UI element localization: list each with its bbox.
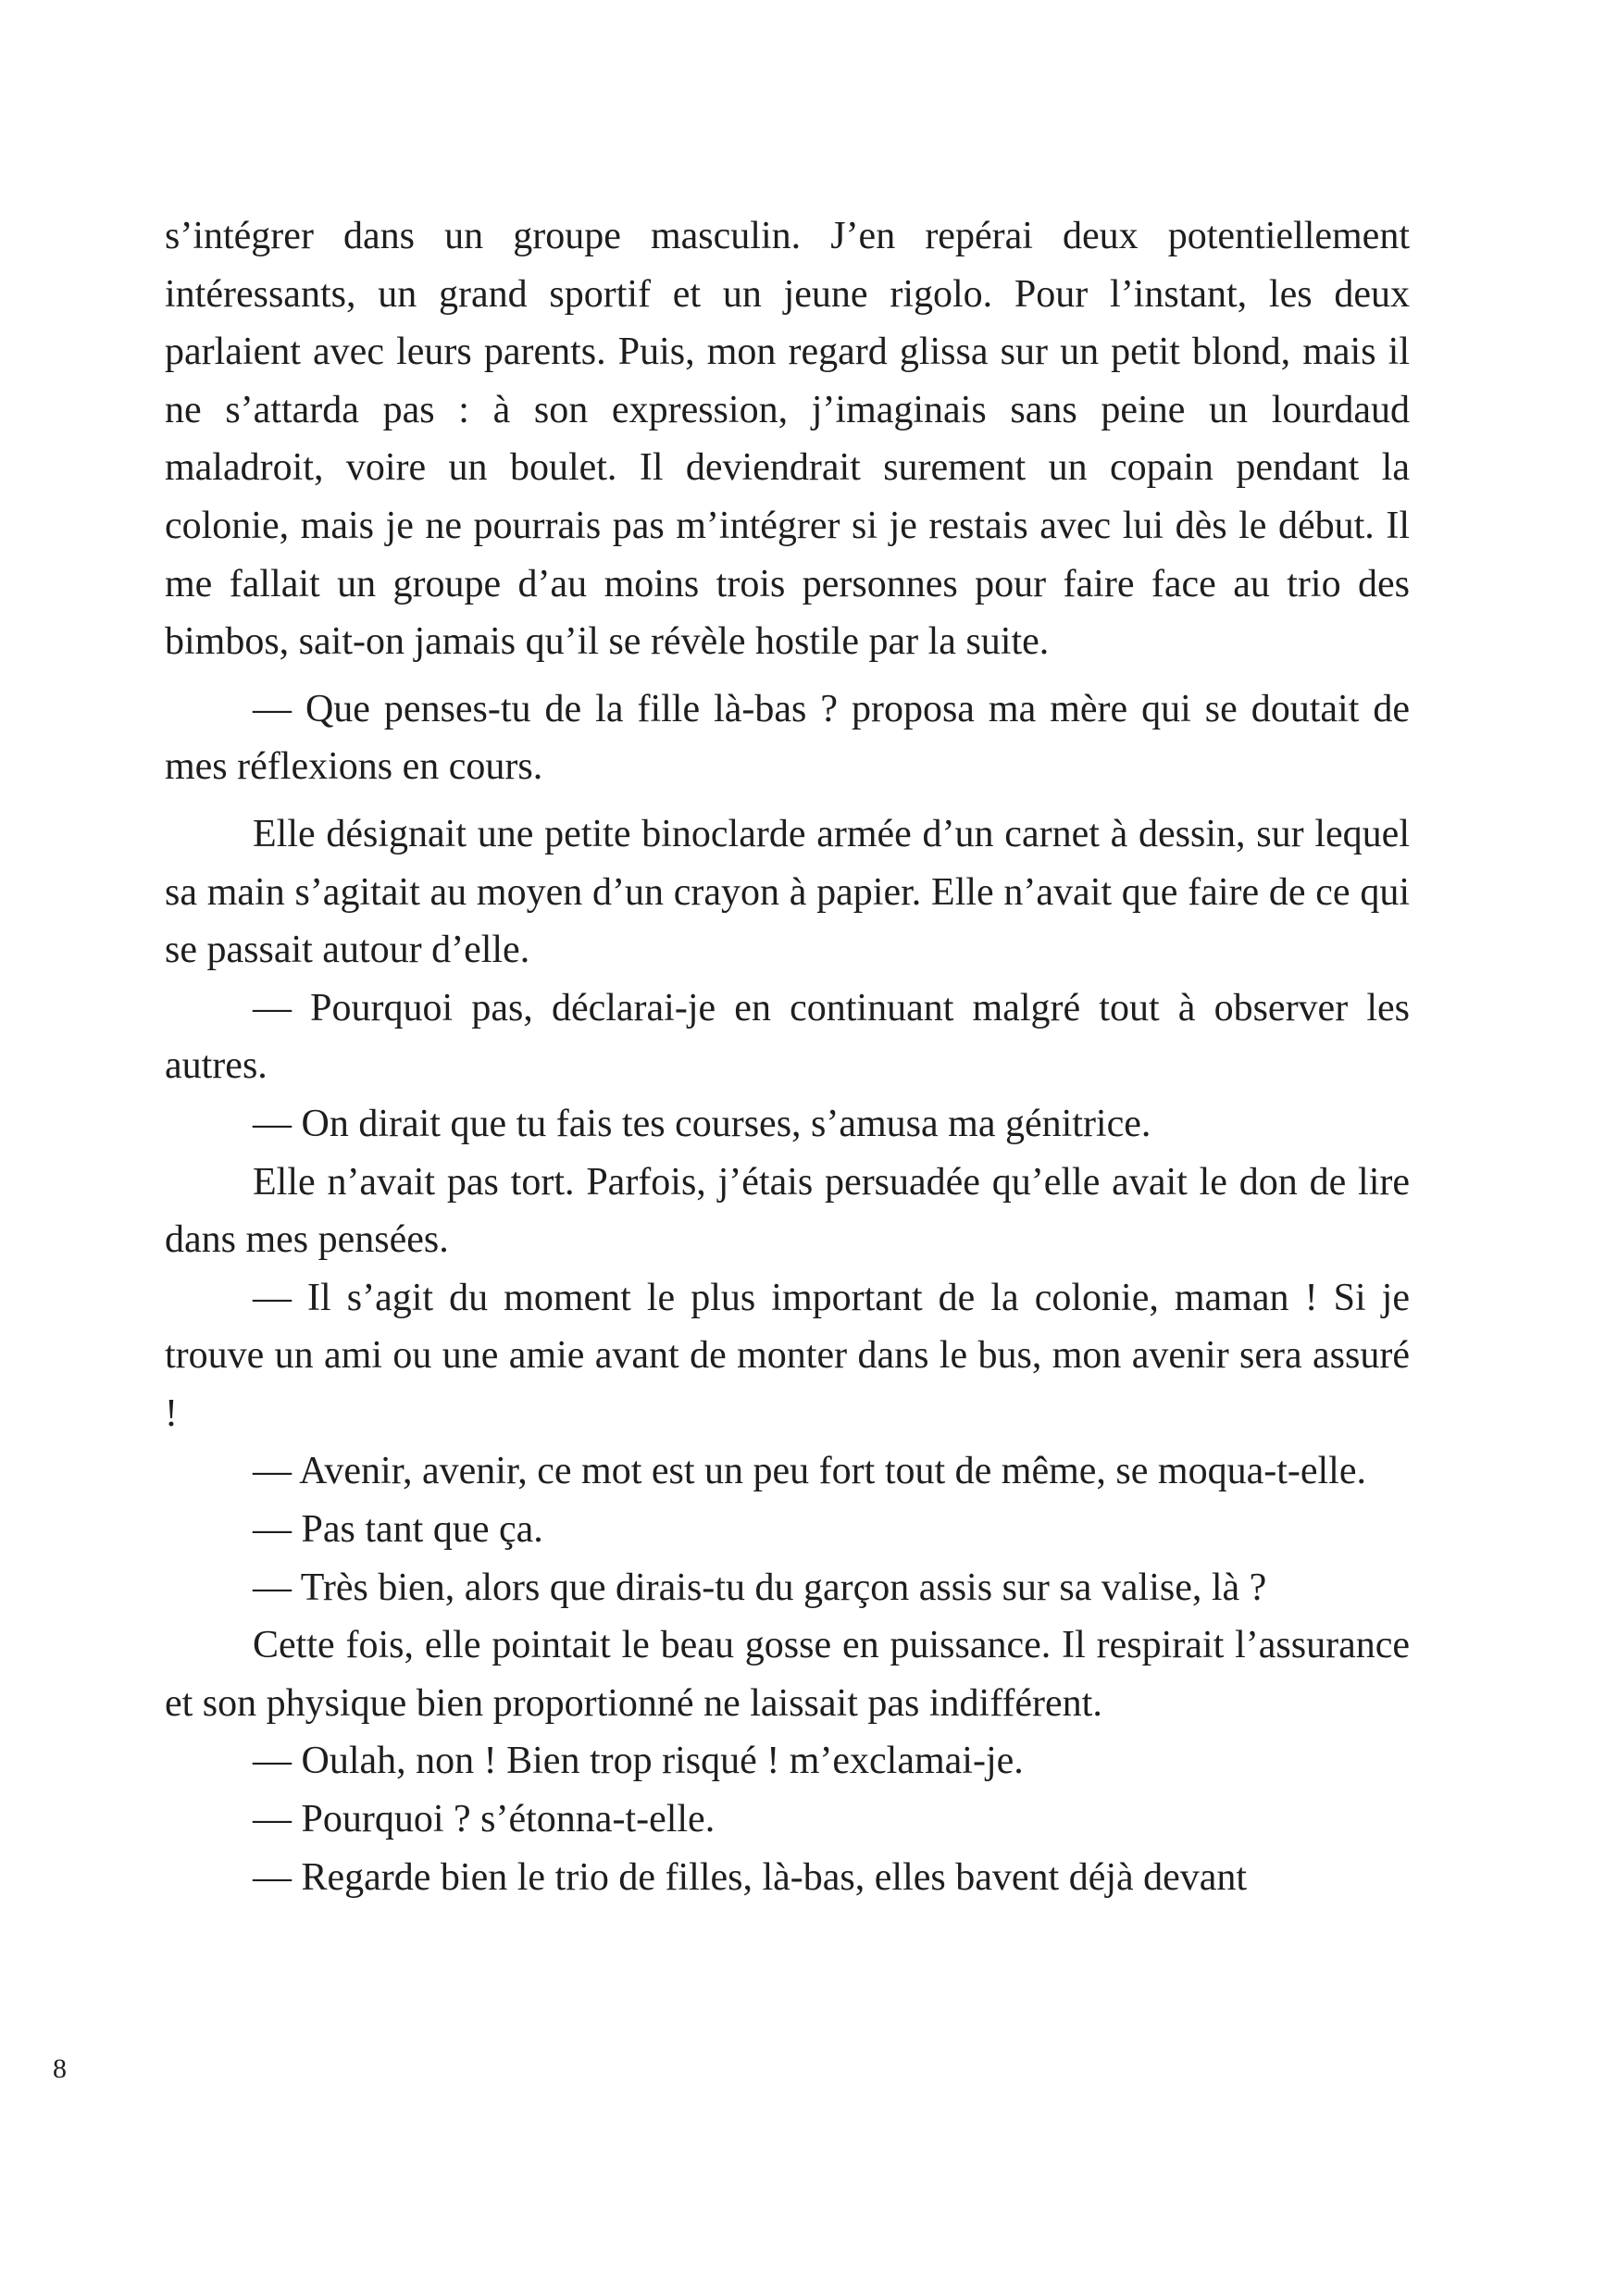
dialogue-line: — Pourquoi ? s’étonna-t-elle. (253, 1798, 716, 1841)
dialogue-line: — Pas tant que ça. (253, 1508, 543, 1552)
dialogue-line: — Regarde bien le trio de filles, là-bas, elles bavent déjà devant (253, 1855, 1248, 1899)
body-text (165, 207, 1410, 1906)
dialogue-line: — Que penses-tu de la fille là-bas ? proposa ma mère qui se doutait de mes réflexions en cours. (165, 687, 1410, 789)
paragraph: s’intégrer dans un groupe masculin. J’en repérai deux potentiellement intéressants, un grand sportif et un jeune rigolo. Pour l’instant, les deux parlaient avec leurs parents. Puis, mon regard glissa sur un petit blond, mais il ne s’attarda pas : à son expression, j’imaginais sans peine un lourdaud maladroit, voire un boulet. Il deviendrait surement un copain pendant la colonie, mais je ne pourrais pas m’intégrer si je restais avec lui dès le début. Il me fallait un groupe d’au moins trois personnes pour faire face au trio des bimbos, sait-on jamais qu’il se révèle hostile par la suite. (165, 215, 1410, 664)
dialogue-line: — Il s’agit du moment le plus important de la colonie, maman ! Si je trouve un ami ou une amie avant de monter dans le bus, mon avenir sera assuré ! (165, 1276, 1410, 1435)
dialogue-line: — Avenir, avenir, ce mot est un peu fort tout de même, se moqua-t-elle. (253, 1450, 1366, 1493)
paragraph: Cette fois, elle pointait le beau gosse en puissance. Il respirait l’assurance et son physique bien proportionné ne laissait pas indifférent. (165, 1624, 1410, 1725)
dialogue-line: — Oulah, non ! Bien trop risqué ! m’exclamai-je. (253, 1740, 1024, 1783)
paragraph: Elle n’avait pas tort. Parfois, j’étais persuadée qu’elle avait le don de lire dans mes pensées. (165, 1160, 1410, 1262)
paragraph: Elle désignait une petite binoclarde armée d’un carnet à dessin, sur lequel sa main s’agitait au moyen d’un crayon à papier. Elle n’avait que faire de ce qui se passait autour d’elle. (165, 812, 1410, 972)
page-number: 8 (53, 2053, 67, 2084)
dialogue-line: — Très bien, alors que dirais-tu du garçon assis sur sa valise, là ? (253, 1566, 1267, 1609)
dialogue-line: — On dirait que tu fais tes courses, s’amusa ma génitrice. (253, 1102, 1151, 1145)
dialogue-line: — Pourquoi pas, déclarai-je en continuant malgré tout à observer les autres. (165, 986, 1410, 1088)
